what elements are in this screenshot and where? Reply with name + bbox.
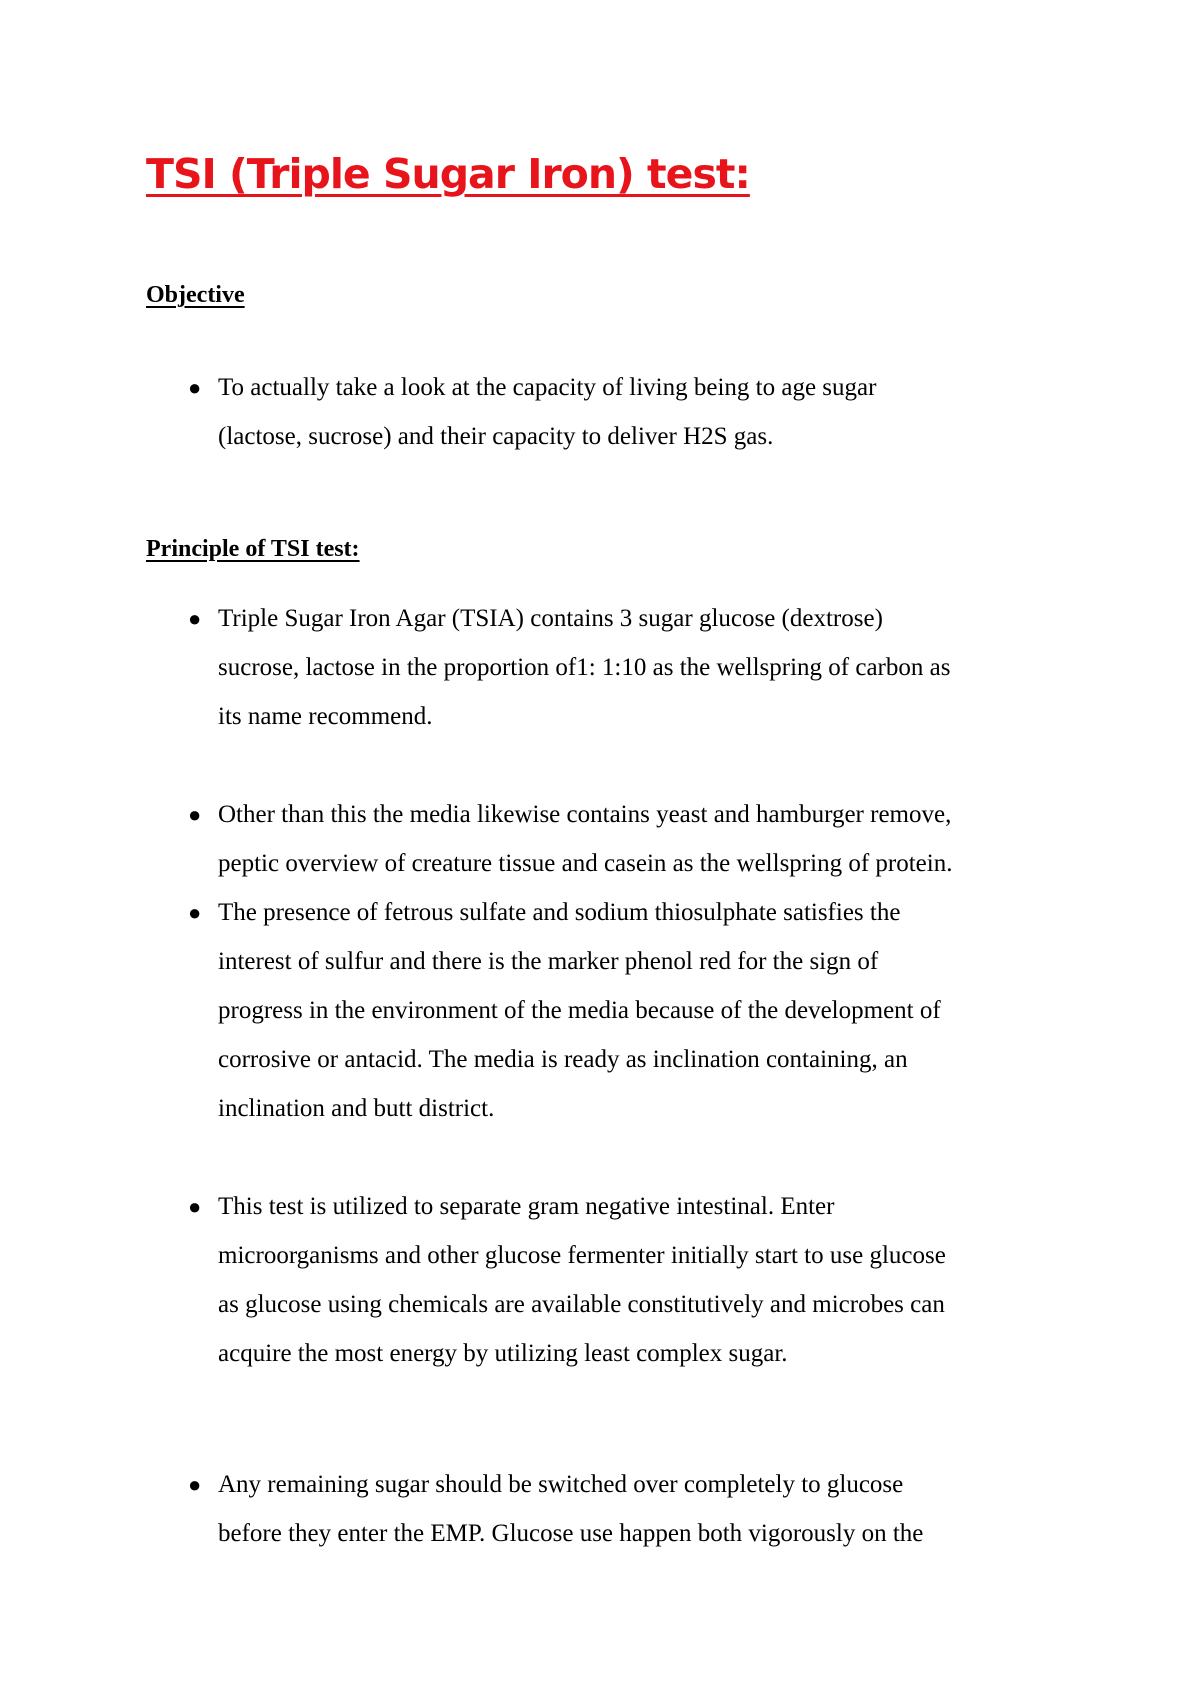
bullet-icon: ● [188, 1194, 202, 1219]
bullet-icon: ● [188, 606, 202, 631]
list-item-line: progress in the environment of the media because of the development of [218, 997, 941, 1024]
list-item-line: sucrose, lactose in the proportion of1: 1:10 as the wellspring of carbon as [218, 654, 951, 681]
section-heading-principle: Principle of TSI test: [146, 536, 360, 562]
document-title: TSI (Triple Sugar Iron) test: [146, 150, 750, 198]
section-heading-objective: Objective [146, 282, 245, 308]
list-item-line: Any remaining sugar should be switched over completely to glucose [218, 1471, 904, 1498]
list-item-line: The presence of fetrous sulfate and sodium thiosulphate satisfies the [218, 899, 901, 926]
list-item-line: (lactose, sucrose) and their capacity to deliver H2S gas. [218, 423, 774, 450]
list-item-line: acquire the most energy by utilizing least complex sugar. [218, 1340, 788, 1367]
bullet-icon: ● [188, 900, 202, 925]
list-item-line: Other than this the media likewise contains yeast and hamburger remove, [218, 801, 952, 828]
bullet-icon: ● [188, 802, 202, 827]
bullet-icon: ● [188, 375, 202, 400]
list-item-line: before they enter the EMP. Glucose use happen both vigorously on the [218, 1520, 924, 1547]
list-item [218, 888, 1098, 1133]
list-item-line: interest of sulfur and there is the marker phenol red for the sign of [218, 948, 879, 975]
bullet-icon: ● [188, 1472, 202, 1497]
list-item [218, 594, 1098, 741]
list-item [218, 790, 1098, 888]
list-item-line: inclination and butt district. [218, 1095, 495, 1122]
list-item [218, 1460, 1098, 1558]
list-item-line: its name recommend. [218, 703, 433, 730]
list-item-line: peptic overview of creature tissue and casein as the wellspring of protein. [218, 850, 953, 877]
list-item [218, 363, 1098, 461]
list-item [218, 1182, 1098, 1378]
list-item-line: Triple Sugar Iron Agar (TSIA) contains 3 sugar glucose (dextrose) [218, 605, 883, 632]
list-item-line: To actually take a look at the capacity of living being to age sugar [218, 374, 877, 401]
list-item-line: microorganisms and other glucose fermenter initially start to use glucose [218, 1242, 946, 1269]
list-item-line: as glucose using chemicals are available constitutively and microbes can [218, 1291, 945, 1318]
list-item-line: This test is utilized to separate gram negative intestinal. Enter [218, 1193, 835, 1220]
list-item-line: corrosive or antacid. The media is ready as inclination containing, an [218, 1046, 908, 1073]
